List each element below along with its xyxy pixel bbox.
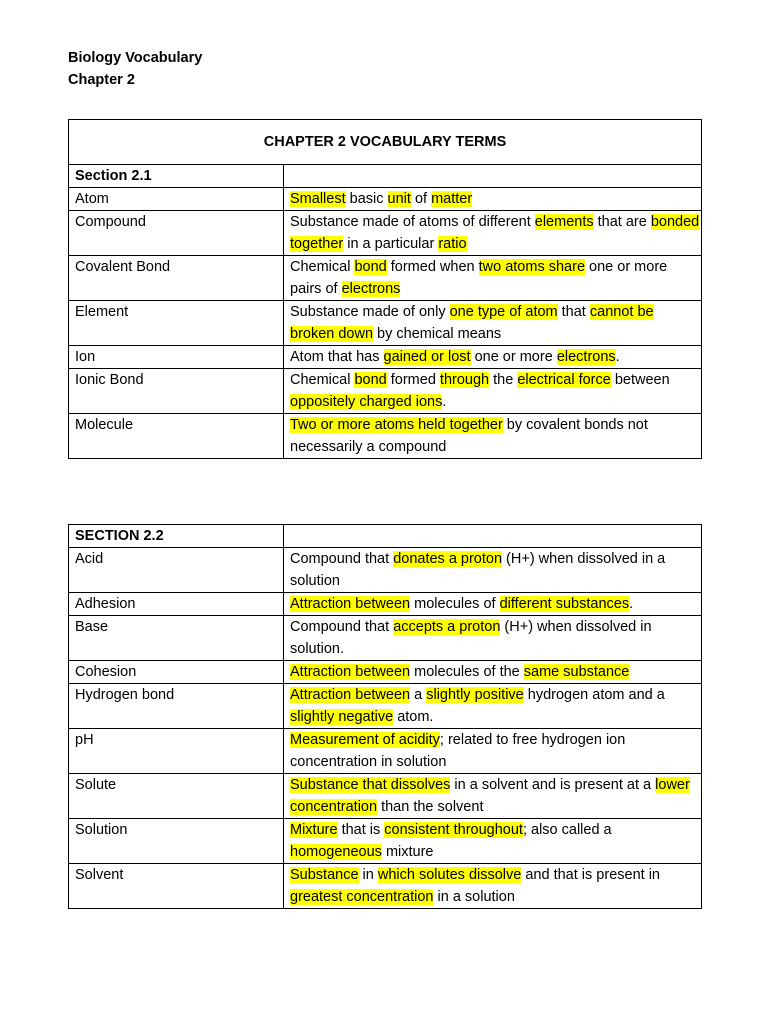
highlighted-text: consistent throughout <box>384 822 523 838</box>
highlighted-text: Smallest <box>290 191 346 207</box>
table-row <box>69 346 702 369</box>
vocab-definition: Substance made of only one type of atom that cannot be broken down by chemical means <box>284 301 702 346</box>
vocab-definition: Attraction between molecules of the same substance <box>284 661 702 684</box>
table-row <box>69 774 702 819</box>
highlighted-text: gained or lost <box>383 349 471 365</box>
vocab-term: Base <box>69 616 284 661</box>
vocab-definition: Attraction between molecules of different substances. <box>284 593 702 616</box>
highlighted-text: through <box>439 372 490 388</box>
highlighted-text: lower concentration <box>290 777 690 815</box>
vocab-term: Covalent Bond <box>69 256 284 301</box>
vocab-definition: Chemical bond formed through the electrical force between oppositely charged ions. <box>284 369 702 414</box>
table-row <box>69 819 702 864</box>
vocab-definition: Chemical bond formed when two atoms share one or more pairs of electrons <box>284 256 702 301</box>
vocab-term: Compound <box>69 211 284 256</box>
highlighted-text: homogeneous <box>290 844 382 860</box>
highlighted-text: electrons <box>341 281 401 297</box>
vocab-definition: Mixture that is consistent throughout; also called a homogeneous mixture <box>284 819 702 864</box>
highlighted-text: ratio <box>438 236 467 252</box>
highlighted-text: Two or more atoms held together <box>290 417 503 433</box>
table-caption-row <box>69 120 702 165</box>
document-title-line2: Chapter 2 <box>68 72 135 88</box>
vocab-term: Solution <box>69 819 284 864</box>
vocab-definition: Attraction between a slightly positive hydrogen atom and a slightly negative atom. <box>284 684 702 729</box>
highlighted-text: unit <box>387 191 411 207</box>
vocab-term: Atom <box>69 188 284 211</box>
table-row <box>69 211 702 256</box>
vocab-term: Adhesion <box>69 593 284 616</box>
highlighted-text: slightly positive <box>426 687 524 703</box>
highlighted-text: accepts a proton <box>393 619 501 635</box>
vocab-definition: Measurement of acidity; related to free hydrogen ion concentration in solution <box>284 729 702 774</box>
document-title <box>68 47 202 91</box>
vocab-term: Hydrogen bond <box>69 684 284 729</box>
highlighted-text: slightly negative <box>290 709 394 725</box>
vocab-definition: Two or more atoms held together by covalent bonds not necessarily a compound <box>284 414 702 459</box>
highlighted-text: same substance <box>523 664 630 680</box>
vocab-term: Cohesion <box>69 661 284 684</box>
section-header-row <box>69 165 702 188</box>
vocab-term: Solute <box>69 774 284 819</box>
table-row <box>69 414 702 459</box>
table-row <box>69 616 702 661</box>
highlighted-text: oppositely charged ions <box>290 394 443 410</box>
highlighted-text: bond <box>354 259 387 275</box>
vocab-term: Molecule <box>69 414 284 459</box>
highlighted-text: Mixture <box>290 822 338 838</box>
table-row <box>69 661 702 684</box>
table-row <box>69 301 702 346</box>
vocab-term: pH <box>69 729 284 774</box>
vocab-term: Element <box>69 301 284 346</box>
highlighted-text: Measurement of acidity <box>290 732 440 748</box>
vocabulary-table-section-2-1 <box>68 119 702 459</box>
vocabulary-table-section-2-2 <box>68 524 702 909</box>
highlighted-text: one type of atom <box>449 304 558 320</box>
highlighted-text: electrons <box>556 349 616 365</box>
table-row <box>69 369 702 414</box>
vocab-definition: Substance made of atoms of different elements that are bonded together in a particular ratio <box>284 211 702 256</box>
table-row <box>69 548 702 593</box>
highlighted-text: bonded together <box>290 214 700 252</box>
vocab-term: Ion <box>69 346 284 369</box>
highlighted-text: Substance that dissolves <box>290 777 451 793</box>
vocab-definition: Substance that dissolves in a solvent and is present at a lower concentration than the solvent <box>284 774 702 819</box>
highlighted-text: Substance <box>290 867 359 883</box>
vocab-term: Ionic Bond <box>69 369 284 414</box>
section-heading-empty-cell <box>284 165 702 188</box>
section-heading: Section 2.1 <box>69 165 284 188</box>
table-row <box>69 188 702 211</box>
vocab-definition: Compound that donates a proton (H+) when dissolved in a solution <box>284 548 702 593</box>
highlighted-text: Attraction between <box>290 687 411 703</box>
table-caption: CHAPTER 2 VOCABULARY TERMS <box>69 120 702 165</box>
vocab-definition: Substance in which solutes dissolve and that is present in greatest concentration in a solution <box>284 864 702 909</box>
highlighted-text: cannot be broken down <box>290 304 654 342</box>
vocab-term: Acid <box>69 548 284 593</box>
section-heading-empty-cell <box>284 525 702 548</box>
highlighted-text: donates a proton <box>393 551 503 567</box>
highlighted-text: electrical force <box>517 372 611 388</box>
highlighted-text: Attraction between <box>290 664 411 680</box>
table-row <box>69 729 702 774</box>
vocab-definition: Atom that has gained or lost one or more electrons. <box>284 346 702 369</box>
vocab-definition: Compound that accepts a proton (H+) when dissolved in solution. <box>284 616 702 661</box>
section-heading: SECTION 2.2 <box>69 525 284 548</box>
highlighted-text: greatest concentration <box>290 889 434 905</box>
vocab-definition: Smallest basic unit of matter <box>284 188 702 211</box>
vocab-term: Solvent <box>69 864 284 909</box>
table-row <box>69 864 702 909</box>
highlighted-text: two atoms share <box>478 259 586 275</box>
table-row <box>69 256 702 301</box>
highlighted-text: matter <box>431 191 473 207</box>
section-header-row <box>69 525 702 548</box>
table-row <box>69 593 702 616</box>
document-title-line1: Biology Vocabulary <box>68 50 203 66</box>
highlighted-text: which solutes dissolve <box>377 867 522 883</box>
table-row <box>69 684 702 729</box>
highlighted-text: bond <box>354 372 387 388</box>
highlighted-text: elements <box>534 214 594 230</box>
highlighted-text: Attraction between <box>290 596 411 612</box>
highlighted-text: different substances <box>499 596 630 612</box>
